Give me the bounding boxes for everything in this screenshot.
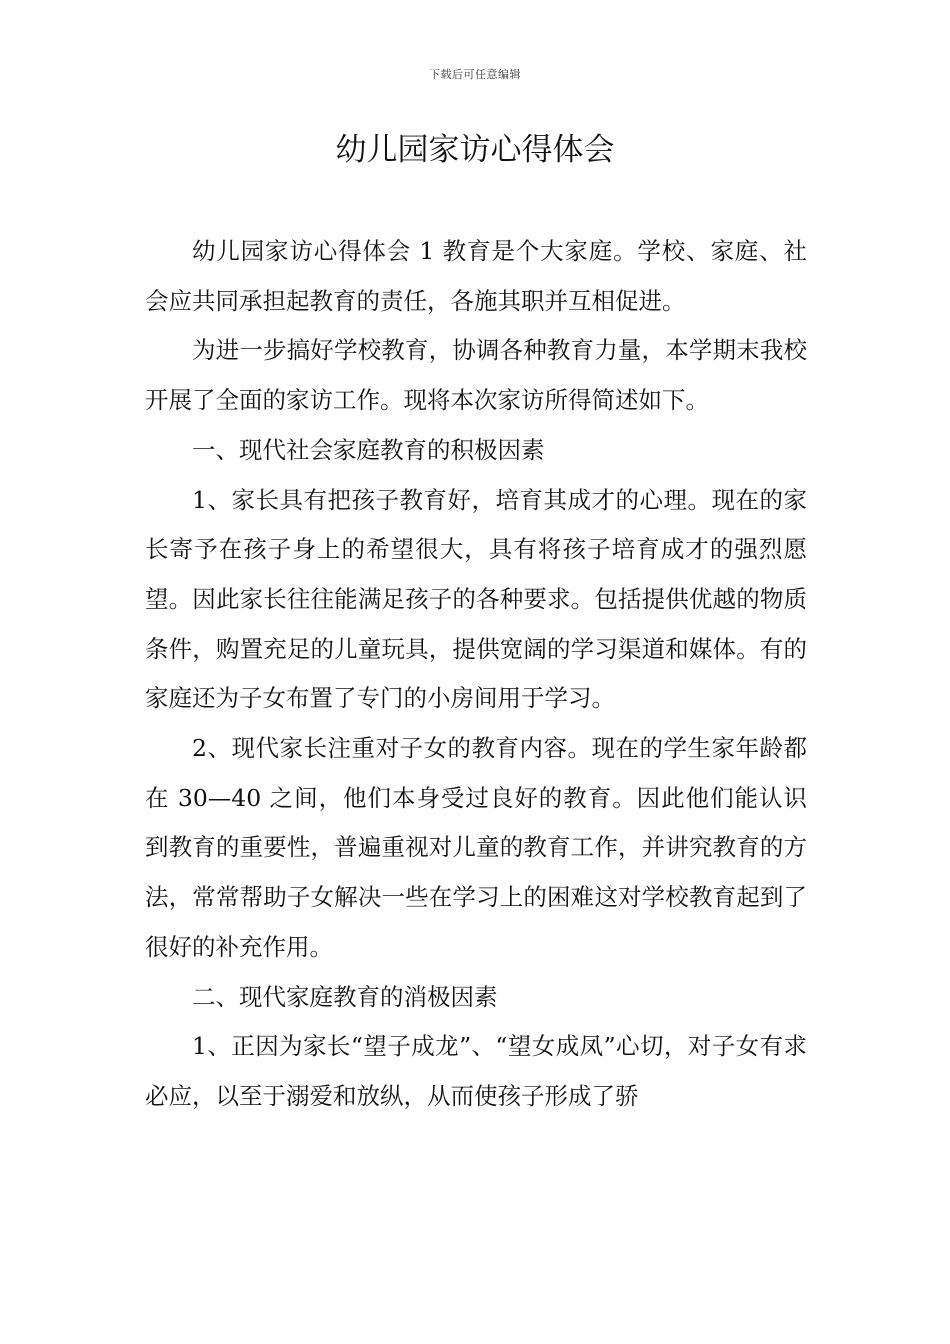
document-body bbox=[145, 227, 807, 1122]
paragraph-intro: 幼儿园家访心得体会 1 教育是个大家庭。学校、家庭、社会应共同承担起教育的责任，各施其职并互相促进。 bbox=[145, 237, 807, 315]
paragraph-positive-2: 2、现代家长注重对子女的教育内容。现在的学生家年龄都在 30—40 之间，他们本身受过良好的教育。因此他们能认识到教育的重要性，普遍重视对儿童的教育工作，并讲究教育的方法，常常帮助子女解决一些在学习上的困难这对学校教育起到了很好的补充作用。 bbox=[145, 734, 807, 961]
section-heading-positive: 一、现代社会家庭教育的积极因素 bbox=[192, 435, 545, 464]
page-header: 下载后可任意编辑 bbox=[429, 68, 521, 81]
paragraph-negative-1: 1、正因为家长“望子成龙”、“望女成凤”心切，对子女有求必应，以至于溺爱和放纵，从而使孩子形成了骄 bbox=[145, 1032, 807, 1110]
document-title: 幼儿园家访心得体会 bbox=[335, 132, 615, 168]
paragraph-positive-1: 1、家长具有把孩子教育好，培育其成才的心理。现在的家长寄予在孩子身上的希望很大，具有将孩子培育成才的强烈愿望。因此家长往往能满足孩子的各种要求。包括提供优越的物质条件，购置充足的儿童玩具，提供宽阔的学习渠道和媒体。有的家庭还为子女布置了专门的小房间用于学习。 bbox=[145, 485, 807, 713]
paragraph-purpose: 为进一步搞好学校教育，协调各种教育力量，本学期末我校开展了全面的家访工作。现将本次家访所得简述如下。 bbox=[145, 336, 807, 415]
section-heading-negative: 二、现代家庭教育的消极因素 bbox=[192, 982, 498, 1011]
